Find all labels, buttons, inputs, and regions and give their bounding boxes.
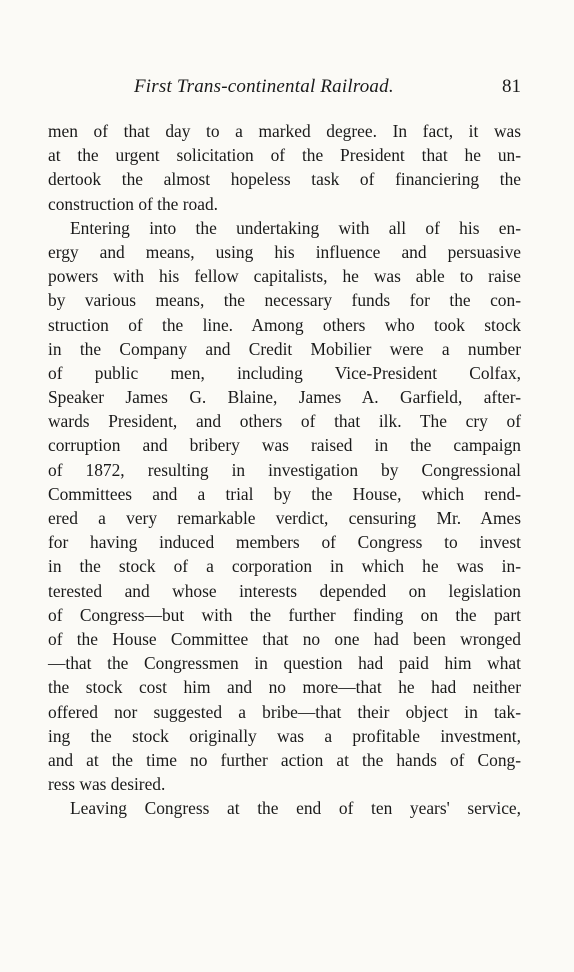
text-line: offered nor suggested a bribe—that their object in tak- [48, 701, 521, 722]
text-line: ered a very remarkable verdict, censuring Mr. Ames [48, 508, 521, 528]
body-text [48, 119, 521, 820]
text-line: in the stock of a corporation in which he was in- [48, 556, 521, 577]
text-line: Committees and a trial by the House, which rend- [48, 483, 521, 504]
text-line: by various means, the necessary funds for the con- [48, 290, 521, 311]
text-line: of the House Committee that no one had been wronged [48, 628, 521, 649]
text-line: Entering into the undertaking with all of his en- [70, 217, 521, 238]
text-line: Speaker James G. Blaine, James A. Garfield, after- [48, 387, 521, 408]
text-line: construction of the road. [48, 193, 218, 214]
text-line: in the Company and Credit Mobilier were a number [48, 338, 521, 359]
text-line: terested and whose interests depended on legislation [48, 580, 521, 601]
text-line: ress was desired. [48, 774, 166, 795]
page-number: 81 [502, 76, 521, 97]
text-line: struction of the line. Among others who took stock [48, 314, 521, 335]
text-line: of 1872, resulting in investigation by Congressional [48, 459, 521, 480]
text-line: corruption and bribery was raised in the campaign [48, 435, 521, 456]
text-line: of public men, including Vice-President Colfax, [48, 362, 521, 383]
text-line: Leaving Congress at the end of ten years' service, [70, 798, 521, 819]
running-head [48, 76, 521, 102]
text-line: dertook the almost hopeless task of financiering the [48, 169, 521, 190]
text-line: ing the stock originally was a profitable investment, [48, 725, 521, 746]
text-line: wards President, and others of that ilk. The cry of [48, 411, 521, 432]
paragraph [48, 216, 521, 797]
text-line: for having induced members of Congress to invest [48, 532, 521, 553]
paragraph [48, 796, 521, 820]
text-line: the stock cost him and no more—that he had neither [48, 677, 521, 698]
text-line: men of that day to a marked degree. In fact, it was [48, 121, 521, 141]
text-line: and at the time no further action at the hands of Cong- [48, 749, 521, 770]
text-line: powers with his fellow capitalists, he was able to raise [48, 266, 521, 287]
text-line: —that the Congressmen in question had paid him what [48, 653, 521, 674]
text-line: of Congress—but with the further finding on the part [48, 604, 521, 625]
paragraph [48, 119, 521, 216]
text-line: at the urgent solicitation of the President that he un- [48, 145, 521, 166]
running-title: First Trans-continental Railroad. [134, 76, 394, 97]
text-line: ergy and means, using his influence and persuasive [48, 241, 521, 262]
